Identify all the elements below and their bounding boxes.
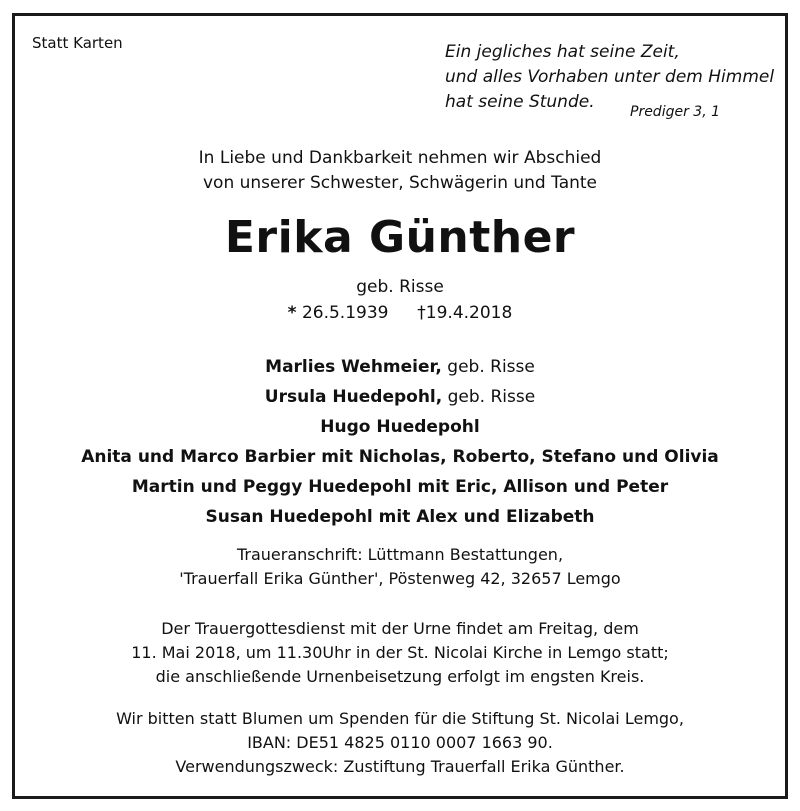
death-date: 19.4.2018 (425, 303, 513, 323)
mourner-name: Hugo Huedepohl (320, 417, 480, 437)
birth-name: geb. Risse (356, 277, 444, 297)
intro-text (0, 146, 800, 196)
death-symbol: † (417, 303, 426, 323)
mourner-line (0, 352, 800, 382)
mourner-name: Martin und Peggy Huedepohl mit Eric, Allison und Peter (131, 477, 669, 497)
donation-line: IBAN: DE51 4825 0110 0007 1663 90. (247, 733, 553, 752)
donation-line: Verwendungszweck: Zustiftung Trauerfall Erika Günther. (175, 757, 625, 776)
service-info (0, 617, 800, 689)
verse-line: und alles Vorhaben unter dem Himmel (445, 67, 775, 87)
mourner-line (0, 382, 800, 412)
address-line: 'Trauerfall Erika Günther', Pöstenweg 42, 32657 Lemgo (179, 569, 621, 588)
life-dates (0, 303, 800, 323)
mourner-note: geb. Risse (441, 357, 535, 377)
verse-reference: Prediger 3, 1 (630, 104, 721, 120)
verse-line: hat seine Stunde. (445, 92, 595, 112)
statt-karten-label: Statt Karten (32, 34, 123, 52)
mourner-line (0, 442, 800, 472)
deceased-name: Erika Günther (224, 212, 576, 263)
verse-line: Ein jegliches hat seine Zeit, (445, 42, 680, 62)
intro-line: In Liebe und Dankbarkeit nehmen wir Abschied (198, 148, 602, 168)
mourner-name: Ursula Huedepohl, (264, 387, 443, 407)
mourner-name: Anita und Marco Barbier mit Nicholas, Roberto, Stefano und Olivia (81, 447, 719, 467)
service-line: die anschließende Urnenbeisetzung erfolgt im engsten Kreis. (155, 667, 645, 686)
birth-symbol: * (287, 303, 297, 323)
intro-line: von unserer Schwester, Schwägerin und Tante (202, 173, 598, 193)
birth-date: 26.5.1939 (301, 303, 389, 323)
mourning-address (0, 543, 800, 591)
mourner-line (0, 472, 800, 502)
donation-info (0, 707, 800, 779)
mourner-line (0, 412, 800, 442)
mourner-name: Marlies Wehmeier, (265, 357, 442, 377)
service-line: Der Trauergottesdienst mit der Urne findet am Freitag, dem (161, 619, 639, 638)
mourner-line (0, 502, 800, 532)
mourners-list (0, 352, 800, 532)
bible-verse (445, 40, 774, 115)
donation-line: Wir bitten statt Blumen um Spenden für die Stiftung St. Nicolai Lemgo, (116, 709, 684, 728)
mourner-name: Susan Huedepohl mit Alex und Elizabeth (205, 507, 595, 527)
mourner-note: geb. Risse (442, 387, 536, 407)
service-line: 11. Mai 2018, um 11.30Uhr in der St. Nicolai Kirche in Lemgo statt; (131, 643, 669, 662)
address-line: Traueranschrift: Lüttmann Bestattungen, (236, 545, 564, 564)
